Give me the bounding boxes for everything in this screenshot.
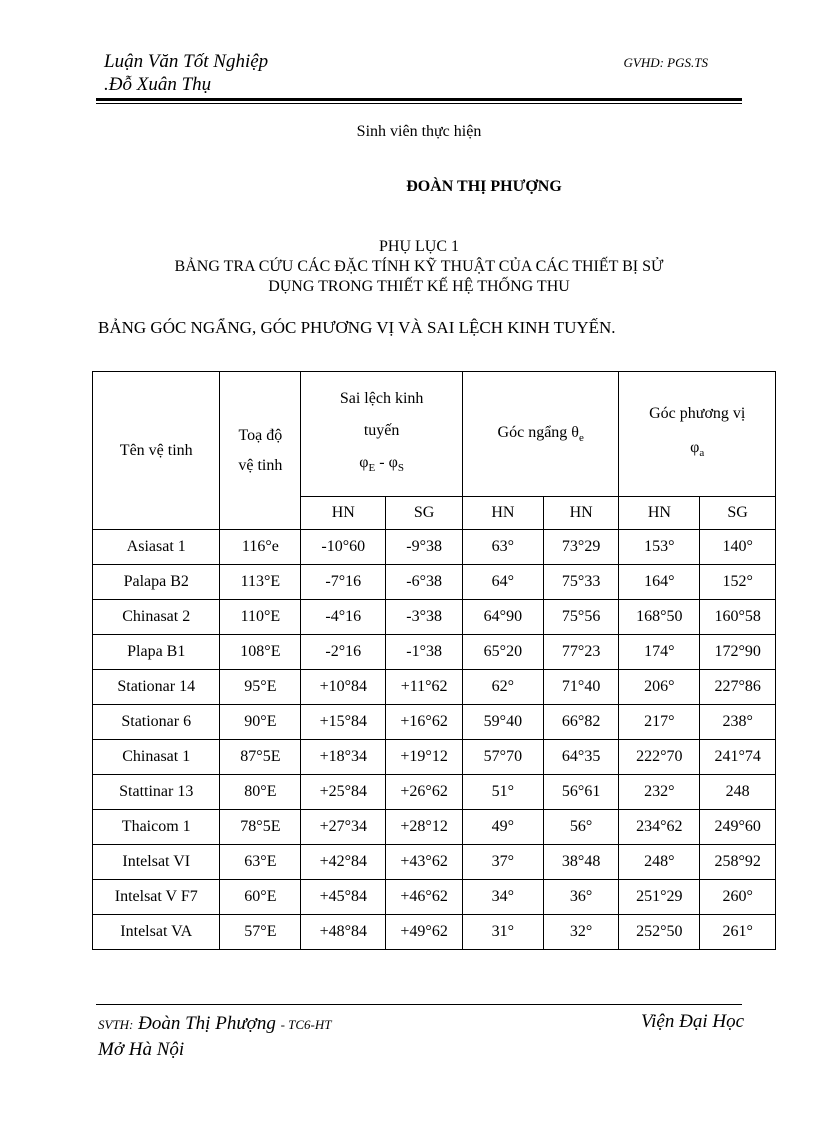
- table-cell: +48°84: [301, 915, 386, 950]
- table-body: [93, 530, 776, 950]
- table-row: [93, 705, 776, 740]
- table-cell: 64°90: [462, 600, 543, 635]
- header-azimuth-angle: [619, 372, 776, 497]
- table-cell: +26°62: [386, 775, 463, 810]
- table-cell: Stationar 6: [93, 705, 220, 740]
- document-header: [104, 50, 268, 96]
- table-cell: -9°38: [386, 530, 463, 565]
- footer-divider: [96, 1004, 742, 1005]
- table-cell: +46°62: [386, 880, 463, 915]
- table-cell: 75°33: [543, 565, 619, 600]
- table-cell: Thaicom 1: [93, 810, 220, 845]
- header-deviation-formula: $\varphi_E - \varphi_S$: [359, 454, 404, 475]
- table-cell: Stattinar 13: [93, 775, 220, 810]
- table-cell: Intelsat VI: [93, 845, 220, 880]
- table-cell: 63°E: [220, 845, 301, 880]
- appendix-subtitle-line2: DỤNG TRONG THIẾT KẾ HỆ THỐNG THU: [268, 278, 570, 295]
- table-cell: 174°: [619, 635, 700, 670]
- table-cell: -7°16: [301, 565, 386, 600]
- table-cell: 252°50: [619, 915, 700, 950]
- table-cell: 63°: [462, 530, 543, 565]
- table-cell: +15°84: [301, 705, 386, 740]
- appendix-title: PHỤ LỤC 1: [378, 238, 459, 255]
- table-cell: 160°58: [700, 600, 776, 635]
- table-cell: 227°86: [700, 670, 776, 705]
- table-cell: Asiasat 1: [93, 530, 220, 565]
- table-cell: 232°: [619, 775, 700, 810]
- table-cell: +27°34: [301, 810, 386, 845]
- table-cell: 36°: [543, 880, 619, 915]
- table-row: [93, 670, 776, 705]
- table-cell: +10°84: [301, 670, 386, 705]
- thesis-title: Luận Văn Tốt Nghiệp: [104, 51, 269, 72]
- table-cell: 71°40: [543, 670, 619, 705]
- table-row: [93, 915, 776, 950]
- table-header-row: [93, 372, 776, 497]
- table-cell: 62°: [462, 670, 543, 705]
- table-cell: 37°: [462, 845, 543, 880]
- table-cell: 234°62: [619, 810, 700, 845]
- student-name: Đoàn Thị Phượng: [138, 1013, 276, 1034]
- header-divider: [96, 98, 742, 104]
- appendix-heading: [96, 237, 742, 297]
- table-cell: +11°62: [386, 670, 463, 705]
- table-cell: -10°60: [301, 530, 386, 565]
- table-cell: 64°: [462, 565, 543, 600]
- table-row: [93, 775, 776, 810]
- table-cell: 241°74: [700, 740, 776, 775]
- table-cell: 110°E: [220, 600, 301, 635]
- table-cell: Plapa B1: [93, 635, 220, 670]
- table-cell: 248°: [619, 845, 700, 880]
- table-cell: Palapa B2: [93, 565, 220, 600]
- header-azimuth-line1: Góc phương vị: [649, 405, 746, 423]
- footer-student: [98, 1011, 332, 1062]
- table-cell: 90°E: [220, 705, 301, 740]
- table-cell: 238°: [700, 705, 776, 740]
- header-coordinate-line2: vệ tinh: [238, 456, 283, 474]
- subheader-cell: SG: [700, 497, 776, 530]
- table-cell: 57°E: [220, 915, 301, 950]
- table-cell: 87°5E: [220, 740, 301, 775]
- table-cell: 113°E: [220, 565, 301, 600]
- table-cell: 164°: [619, 565, 700, 600]
- table-cell: 261°: [700, 915, 776, 950]
- table-row: [93, 635, 776, 670]
- header-azimuth-symbol: $\varphi_a$: [690, 439, 705, 460]
- subheader-cell: SG: [386, 497, 463, 530]
- header-deviation-line1: Sai lệch kinh: [339, 390, 424, 408]
- table-cell: 75°56: [543, 600, 619, 635]
- header-coordinate: [220, 372, 301, 530]
- appendix-subtitle-line1: BẢNG TRA CỨU CÁC ĐẶC TÍNH KỸ THUẬT CỦA CÁC THIẾT BỊ SỬ: [174, 258, 664, 275]
- header-coordinate-line1: Toạ độ: [238, 426, 283, 444]
- svth-label: SVTH:: [98, 1017, 134, 1032]
- header-satellite-name: Tên vệ tinh: [93, 372, 220, 530]
- table-cell: 66°82: [543, 705, 619, 740]
- table-cell: 78°5E: [220, 810, 301, 845]
- table-cell: 64°35: [543, 740, 619, 775]
- table-cell: Chinasat 1: [93, 740, 220, 775]
- table-cell: 140°: [700, 530, 776, 565]
- class-code: - TC6-HT: [280, 1017, 332, 1032]
- table-cell: 59°40: [462, 705, 543, 740]
- header-deviation-line2: tuyến: [363, 422, 400, 440]
- table-cell: 65°20: [462, 635, 543, 670]
- table-cell: +28°12: [386, 810, 463, 845]
- table-cell: Stationar 14: [93, 670, 220, 705]
- institute-line2: Mở Hà Nội: [98, 1039, 185, 1060]
- table-row: [93, 810, 776, 845]
- subheader-cell: HN: [301, 497, 386, 530]
- table-cell: 77°23: [543, 635, 619, 670]
- table-cell: +18°34: [301, 740, 386, 775]
- table-row: [93, 565, 776, 600]
- table-cell: +25°84: [301, 775, 386, 810]
- table-row: [93, 600, 776, 635]
- table-cell: 251°29: [619, 880, 700, 915]
- table-cell: -4°16: [301, 600, 386, 635]
- table-cell: 249°60: [700, 810, 776, 845]
- table-cell: Intelsat V F7: [93, 880, 220, 915]
- table-cell: 60°E: [220, 880, 301, 915]
- table-cell: 56°61: [543, 775, 619, 810]
- table-cell: 95°E: [220, 670, 301, 705]
- subheader-cell: HN: [619, 497, 700, 530]
- table-cell: 222°70: [619, 740, 700, 775]
- table-cell: 80°E: [220, 775, 301, 810]
- table-cell: 168°50: [619, 600, 700, 635]
- table-cell: 260°: [700, 880, 776, 915]
- table-row: [93, 530, 776, 565]
- table-row: [93, 740, 776, 775]
- table-cell: +49°62: [386, 915, 463, 950]
- table-cell: -6°38: [386, 565, 463, 600]
- table-cell: 32°: [543, 915, 619, 950]
- table-cell: 206°: [619, 670, 700, 705]
- table-caption: BẢNG GÓC NGẨNG, GÓC PHƯƠNG VỊ VÀ SAI LỆCH KINH TUYẾN.: [98, 318, 616, 337]
- subheader-cell: HN: [462, 497, 543, 530]
- header-elevation-angle: Góc ngẩng $\theta_e$: [462, 372, 618, 497]
- table-cell: 152°: [700, 565, 776, 600]
- table-row: [93, 845, 776, 880]
- table-cell: -1°38: [386, 635, 463, 670]
- table-cell: 34°: [462, 880, 543, 915]
- subheader-cell: HN: [543, 497, 619, 530]
- table-cell: 217°: [619, 705, 700, 740]
- table-cell: +19°12: [386, 740, 463, 775]
- table-cell: -3°38: [386, 600, 463, 635]
- table-cell: +16°62: [386, 705, 463, 740]
- table-cell: 258°92: [700, 845, 776, 880]
- performer-label: Sinh viên thực hiện: [356, 123, 482, 140]
- table-cell: 51°: [462, 775, 543, 810]
- author-name: .Đỗ Xuân Thụ: [104, 74, 212, 95]
- table-cell: 38°48: [543, 845, 619, 880]
- performer-name: ĐOÀN THỊ PHƯỢNG: [406, 178, 562, 195]
- table-cell: 56°: [543, 810, 619, 845]
- table-cell: -2°16: [301, 635, 386, 670]
- table-cell: 108°E: [220, 635, 301, 670]
- table-cell: 172°90: [700, 635, 776, 670]
- table-cell: +42°84: [301, 845, 386, 880]
- table-cell: +45°84: [301, 880, 386, 915]
- advisor-label: GVHD: PGS.TS: [623, 55, 708, 70]
- table-cell: 73°29: [543, 530, 619, 565]
- table-cell: Chinasat 2: [93, 600, 220, 635]
- table-cell: +43°62: [386, 845, 463, 880]
- table-cell: 49°: [462, 810, 543, 845]
- institute-line1: Viện Đại Học: [640, 1011, 744, 1032]
- header-meridian-deviation: [301, 372, 463, 497]
- satellite-angle-table: [92, 371, 776, 950]
- table-row: [93, 880, 776, 915]
- table-cell: 153°: [619, 530, 700, 565]
- table-cell: 248: [700, 775, 776, 810]
- table-cell: 31°: [462, 915, 543, 950]
- table-cell: 116°e: [220, 530, 301, 565]
- table-cell: Intelsat VA: [93, 915, 220, 950]
- table-cell: 57°70: [462, 740, 543, 775]
